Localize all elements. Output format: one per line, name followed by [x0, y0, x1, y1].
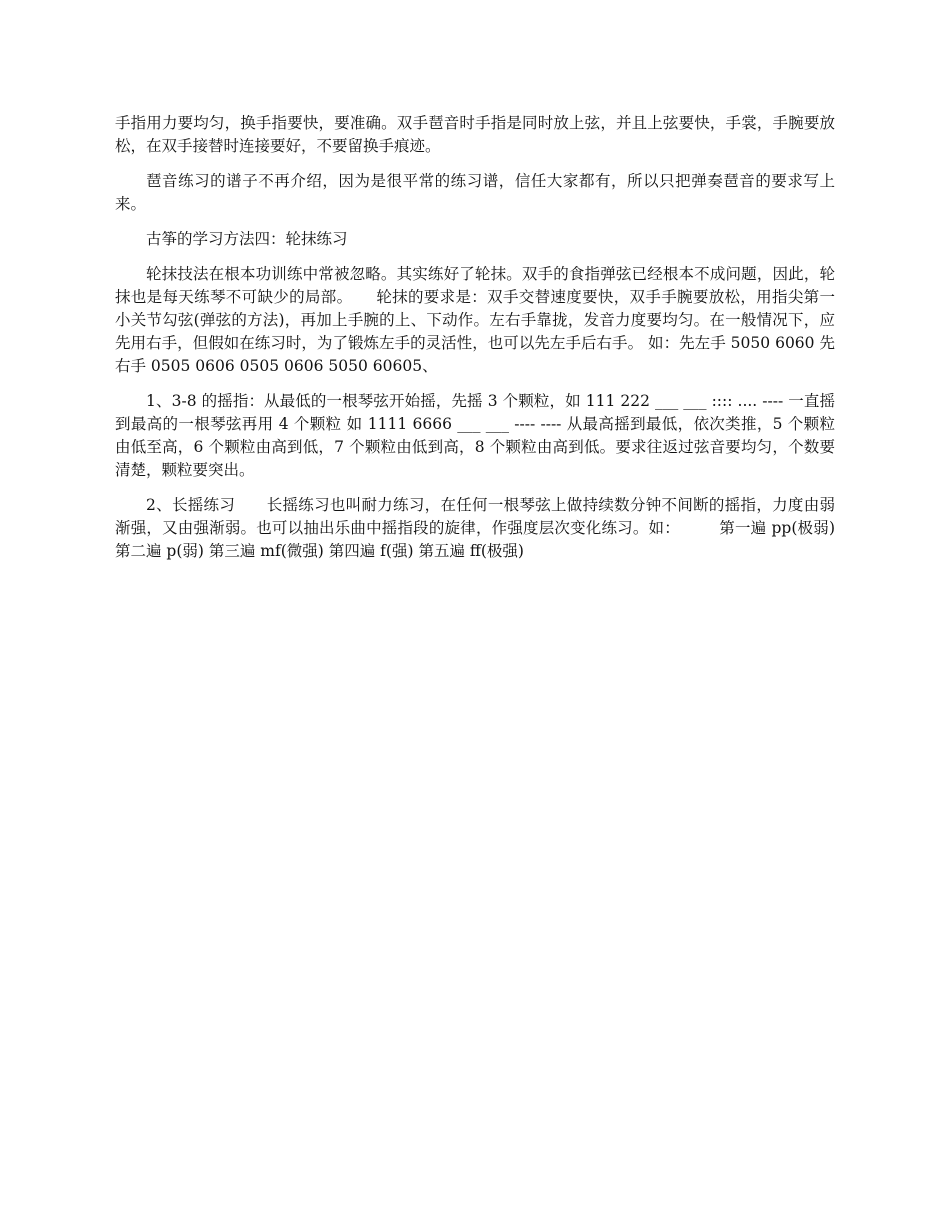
- section-heading-lunmo-practice: 古筝的学习方法四：轮抹练习: [146, 230, 348, 248]
- paragraph-tremolo-3-8: 1、3-8 的摇指：从最低的一根琴弦开始摇，先摇 3 个颗粒，如 111 222 ___ ___ :::: .... ---- 一直摇到最高的一根琴弦再用 4 个颗粒 如 1111 6666 ___ ___ ---- ---- 从最高摇到最低，依次类推，5 个颗粒由低至高，6 个颗粒由高到低，7 个颗粒由低到高，8 个颗粒由高到低。要求往返过弦音要均匀，个数要清楚，颗粒要突出。: [115, 392, 835, 479]
- paragraph-long-tremolo-practice: 2、长摇练习 长摇练习也叫耐力练习，在任何一根琴弦上做持续数分钟不间断的摇指，力度由弱渐强，又由强渐弱。也可以抽出乐曲中摇指段的旋律，作强度层次变化练习。如： 第一遍 pp(极弱) 第二遍 p(弱) 第三遍 mf(微强) 第四遍 f(强) 第五遍 ff(极强): [115, 496, 835, 560]
- paragraph-arpeggio-score-note: 琶音练习的谱子不再介绍，因为是很平常的练习谱，信任大家都有，所以只把弹奏琶音的要求写上来。: [115, 172, 835, 213]
- paragraph-arpeggio-technique: 手指用力要均匀，换手指要快，要准确。双手琶音时手指是同时放上弦，并且上弦要快，手裳，手腕要放松，在双手接替时连接要好，不要留换手痕迹。: [115, 114, 835, 155]
- paragraph-lunmo-requirements: 轮抹技法在根本功训练中常被忽略。其实练好了轮抹。双手的食指弹弦已经根本不成问题，因此，轮抹也是每天练琴不可缺少的局部。 轮抹的要求是：双手交替速度要快，双手手腕要放松，用指尖第一小关节勾弦(弹弦的方法)，再加上手腕的上、下动作。左右手靠拢，发音力度要均匀。在一般情况下，应先用右手，但假如在练习时，为了锻炼左手的灵活性，也可以先左手后右手。 如：先左手 5050 6060 先右手 0505 0606 0505 0606 5050 60605、: [115, 265, 835, 375]
